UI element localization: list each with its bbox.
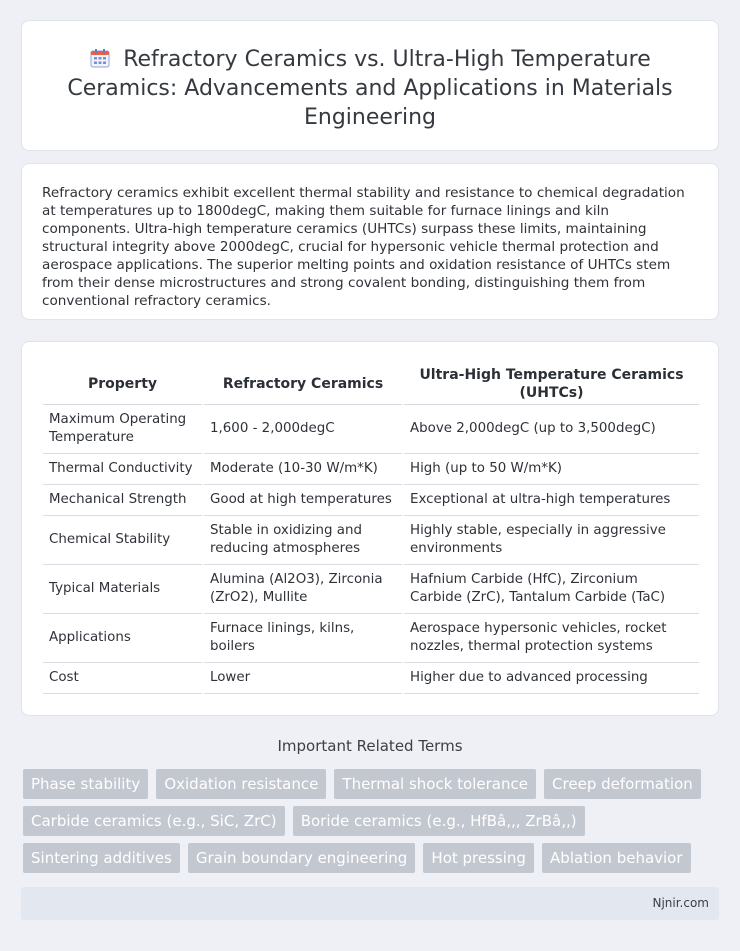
related-terms-list — [23, 769, 723, 880]
table-cell: Chemical Stability — [43, 516, 203, 565]
table-cell: Good at high temperatures — [203, 485, 403, 516]
term-tag[interactable]: Carbide ceramics (e.g., SiC, ZrC) — [23, 806, 285, 836]
table-cell: Alumina (Al2O3), Zirconia (ZrO2), Mullite — [203, 565, 403, 614]
table-row — [43, 516, 699, 565]
table-row — [43, 405, 699, 454]
table-cell: Thermal Conductivity — [43, 454, 203, 485]
term-tag[interactable]: Grain boundary engineering — [188, 843, 415, 873]
page-title-text: Refractory Ceramics vs. Ultra-High Temperature Ceramics: Advancements and Applications in Materials Engineering — [67, 47, 673, 130]
table-cell: Applications — [43, 614, 203, 663]
footer — [21, 887, 719, 920]
table-cell: Mechanical Strength — [43, 485, 203, 516]
table-cell: High (up to 50 W/m*K) — [403, 454, 699, 485]
table-cell: Above 2,000degC (up to 3,500degC) — [403, 405, 699, 454]
summary-card — [21, 163, 719, 320]
footer-site-link[interactable]: Njnir.com — [652, 896, 709, 910]
comparison-table-card — [21, 341, 719, 716]
term-tag[interactable]: Hot pressing — [423, 843, 534, 873]
related-terms-heading: Important Related Terms — [277, 737, 463, 755]
table-cell: Hafnium Carbide (HfC), Zirconium Carbide (ZrC), Tantalum Carbide (TaC) — [403, 565, 699, 614]
table-row — [43, 614, 699, 663]
term-tag[interactable]: Oxidation resistance — [156, 769, 326, 799]
table-row — [43, 663, 699, 694]
table-row — [43, 454, 699, 485]
table-cell: Aerospace hypersonic vehicles, rocket nozzles, thermal protection systems — [403, 614, 699, 663]
term-tag[interactable]: Boride ceramics (e.g., HfBâ‚‚, ZrBâ‚‚) — [293, 806, 585, 836]
column-header-refractory: Refractory Ceramics — [203, 362, 403, 405]
column-header-property: Property — [43, 362, 203, 405]
term-tag[interactable]: Creep deformation — [544, 769, 701, 799]
term-tag[interactable]: Sintering additives — [23, 843, 180, 873]
calendar-icon — [89, 47, 111, 69]
title-card — [21, 20, 719, 151]
page-title — [62, 45, 678, 132]
table-row — [43, 565, 699, 614]
column-header-uhtc: Ultra-High Temperature Ceramics (UHTCs) — [403, 362, 699, 405]
table-cell: Highly stable, especially in aggressive environments — [403, 516, 699, 565]
table-cell: Typical Materials — [43, 565, 203, 614]
table-cell: Lower — [203, 663, 403, 694]
summary-text: Refractory ceramics exhibit excellent thermal stability and resistance to chemical degradation at temperatures up to 1800degC, making them suitable for furnace linings and kiln components. Ultra-high temperature ceramics (UHTCs) surpass these limits, maintaining structural integrity above 2000degC, crucial for hypersonic vehicle thermal protection and aerospace applications. The superior melting points and oxidation resistance of UHTCs stem from their dense microstructures and strong covalent bonding, distinguishing them from conventional refractory ceramics. — [42, 185, 685, 309]
table-header-row — [43, 362, 699, 405]
table-cell: Furnace linings, kilns, boilers — [203, 614, 403, 663]
comparison-table — [43, 362, 699, 694]
table-cell: Moderate (10-30 W/m*K) — [203, 454, 403, 485]
table-cell: Higher due to advanced processing — [403, 663, 699, 694]
term-tag[interactable]: Thermal shock tolerance — [334, 769, 536, 799]
table-cell: Maximum Operating Temperature — [43, 405, 203, 454]
table-cell: Exceptional at ultra-high temperatures — [403, 485, 699, 516]
table-cell: Cost — [43, 663, 203, 694]
table-cell: 1,600 - 2,000degC — [203, 405, 403, 454]
table-cell: Stable in oxidizing and reducing atmospheres — [203, 516, 403, 565]
term-tag[interactable]: Ablation behavior — [542, 843, 690, 873]
term-tag[interactable]: Phase stability — [23, 769, 148, 799]
table-row — [43, 485, 699, 516]
